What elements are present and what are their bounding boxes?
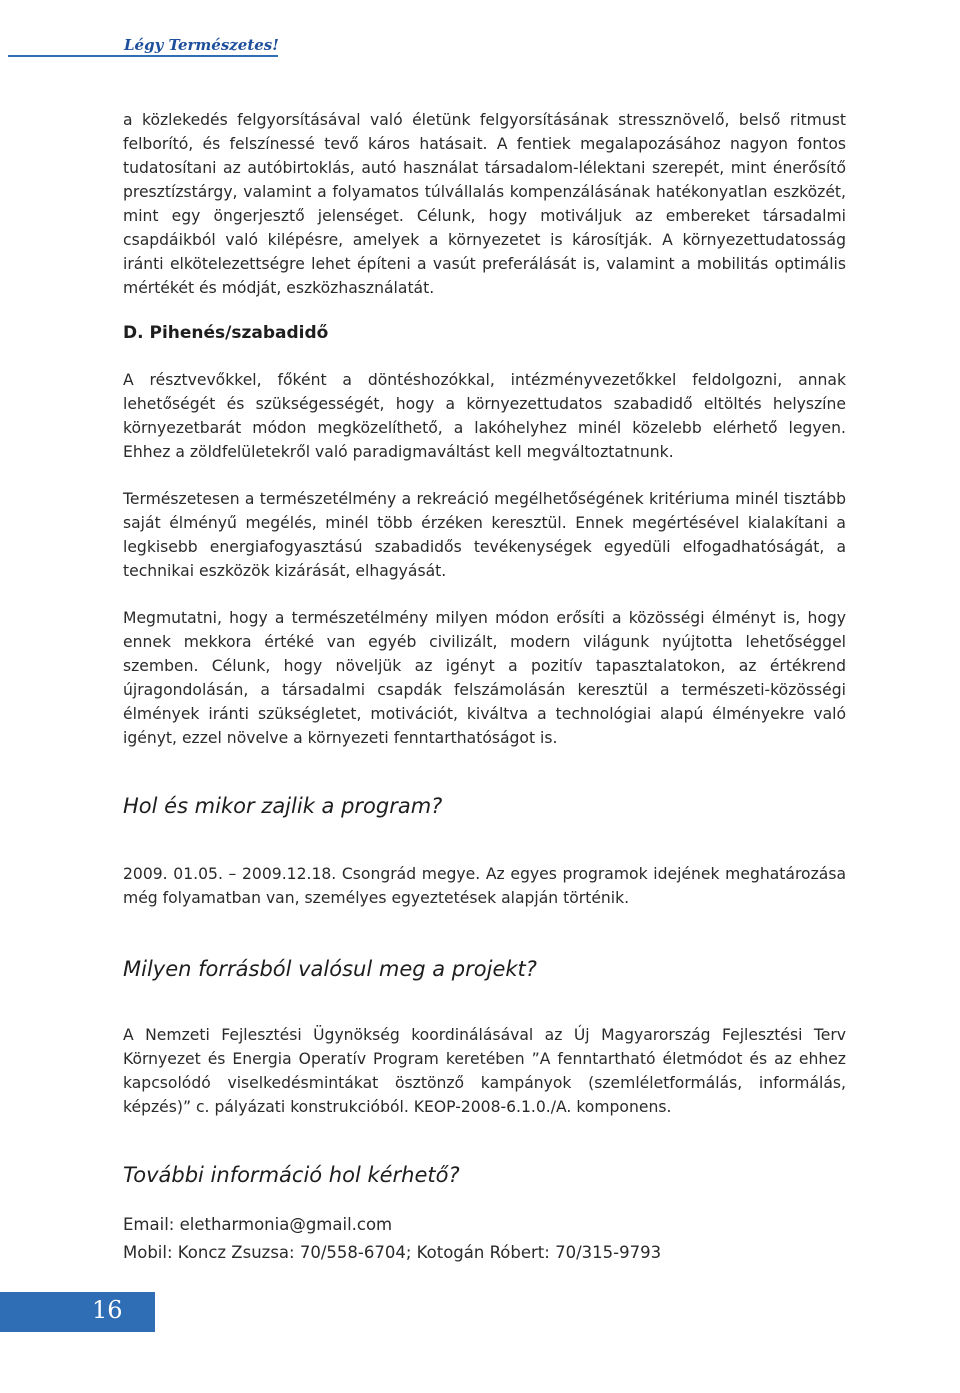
heading-when-where: Hol és mikor zajlik a program?: [123, 794, 443, 818]
running-header-title: Légy Természetes!: [124, 36, 279, 54]
contact-mobile: Mobil: Koncz Zsuzsa: 70/558-6704; Kotogán Róbert: 70/315-9793: [123, 1243, 662, 1262]
paragraph-leisure-3: Megmutatni, hogy a természetélmény milyen módon erősíti a közösségi élményt is, hogy ennek mekkora értéké van egyéb civilizált, modern világunk nyújtotta lehetőséggel szemben. Célunk, hogy növeljük az igényt a pozitív tapasztalatokon, az értékrend újragondolásán, a társadalmi csapdák felszámolásán keresztül a természeti-közösségi élmények iránti szükségletet, motivációt, kiváltva a technológiai alapú élményekre való igényt, ezzel növelve a környezeti fenntarthatóságot is.: [123, 609, 846, 747]
page-number-band: [0, 1292, 155, 1332]
section-heading-leisure: D. Pihenés/szabadidő: [123, 323, 329, 343]
paragraph-leisure-1: A résztvevőkkel, főként a döntéshozókkal, intézményvezetőkkel feldolgozni, annak lehetőségét és szükségességét, hogy a környezettudatos szabadidő eltöltés helyszíne környezetbarát módon megközelíthető, a lakóhelyhez minél közelebb elérhető legyen. Ehhez a zöldfelületekről való paradigmaváltást kell megváltoztatnunk.: [123, 371, 846, 461]
header-rule: [8, 55, 278, 57]
paragraph-funding-source: A Nemzeti Fejlesztési Ügynökség koordinálásával az Új Magyarország Fejlesztési Terv Környezet és Energia Operatív Program keretében ”A fenntartható életmódot és az ehhez kapcsolódó viselkedésmintákat ösztönző kampányok (szemléletformálás, informálás, képzés)” c. pályázati konstrukcióból. KEOP-2008-6.1.0./A. komponens.: [123, 1026, 846, 1116]
contact-email: Email: eletharmonia@gmail.com: [123, 1215, 393, 1234]
heading-more-info: További információ hol kérhető?: [123, 1163, 460, 1187]
page-number: 16: [92, 1296, 123, 1324]
paragraph-when-where: 2009. 01.05. – 2009.12.18. Csongrád megye. Az egyes programok idejének meghatározása még folyamatban van, személyes egyeztetések alapján történik.: [123, 865, 846, 907]
heading-funding-source: Milyen forrásból valósul meg a projekt?: [123, 957, 537, 981]
page-content: [123, 108, 846, 1267]
paragraph-leisure-2: Természetesen a természetélmény a rekreáció megélhetőségének kritériuma minél tisztább saját élményű megélés, minél több érzéken keresztül. Ennek megértésével kialakítani a legkisebb energiafogyasztású szabadidős tevékenységek egyedüli elfogadhatóságát, a technikai eszközök kizárását, elhagyását.: [123, 490, 846, 580]
paragraph-transport: a közlekedés felgyorsításával való életünk felgyorsításának stressznövelő, belső ritmust felborító, és felszínessé tevő káros hatásait. A fentiek megalapozásához nagyon fontos tudatosítani az autóbirtoklás, autó használat társadalom-lélektani szerepét, mint énerősítő presztízstárgy, valamint a folyamatos túlvállalás kompenzálásának hatékonyatlan eszközét, mint egy öngerjesztő jelenséget. Célunk, hogy motiváljuk az embereket társadalmi csapdáikból való kilépésre, amelyek a környezetet is károsítják. A környezettudatosság iránti elkötelezettségre lehet építeni a vasút preferálását is, valamint a mobilitás optimális mértékét és módját, eszközhasználatát.: [123, 111, 846, 297]
